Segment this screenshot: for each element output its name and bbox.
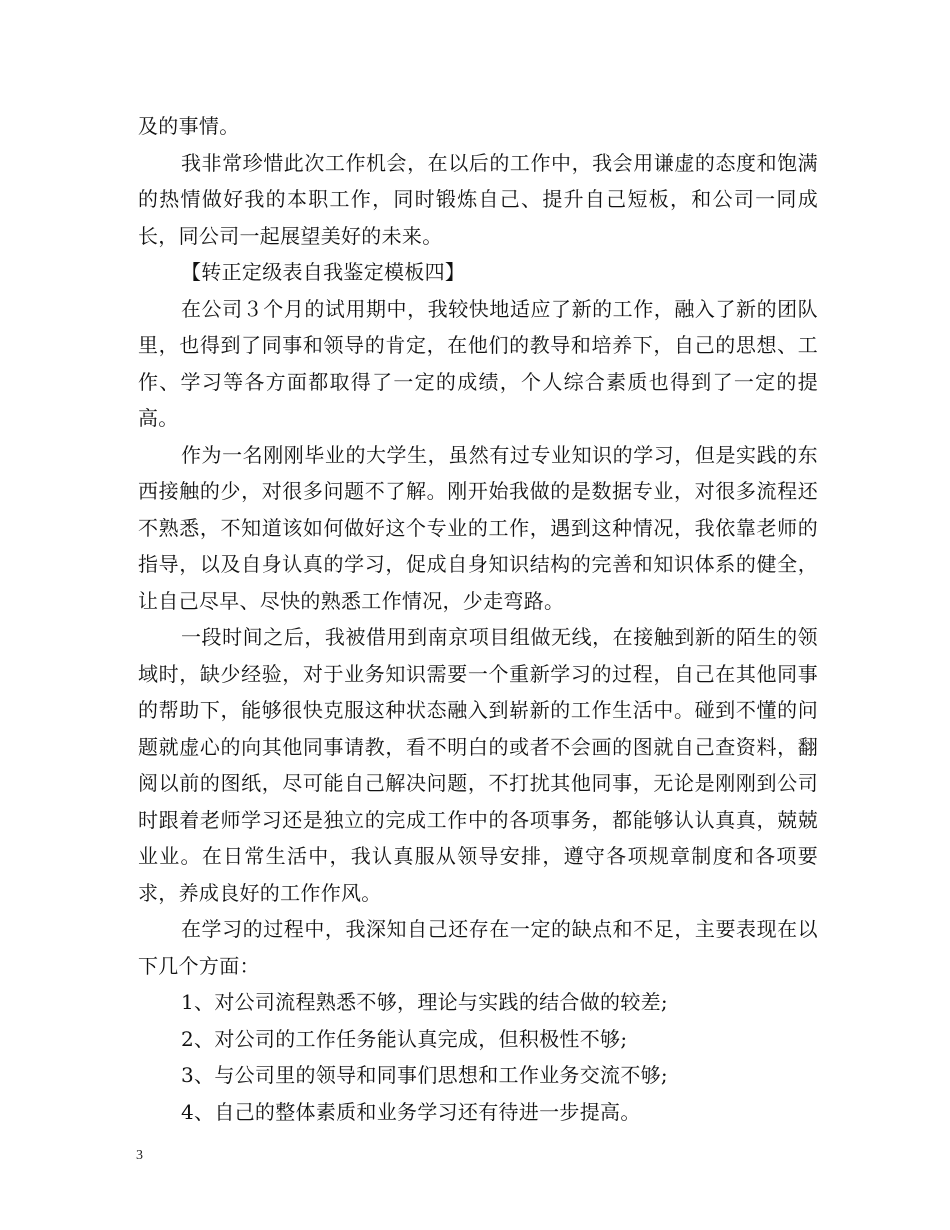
section-heading: 【转正定级表自我鉴定模板四】 xyxy=(181,260,466,284)
list-item: 3、与公司里的领导和同事们思想和工作业务交流不够; xyxy=(181,1063,668,1087)
page-number: 3 xyxy=(136,1148,143,1163)
paragraph: 在公司３个月的试用期中，我较快地适应了新的工作，融入了新的团队里，也得到了同事和领导的肯定，在他们的教导和培养下，自己的思想、工作、学习等各方面都取得了一定的成绩，个人综合素质也得到了一定的提高。 xyxy=(138,296,818,430)
paragraph: 在学习的过程中，我深知自己还存在一定的缺点和不足，主要表现在以下几个方面： xyxy=(138,917,818,978)
paragraph: 作为一名刚刚毕业的大学生，虽然有过专业知识的学习，但是实践的东西接触的少，对很多问题不了解。刚开始我做的是数据专业，对很多流程还不熟悉，不知道该如何做好这个专业的工作，遇到这种情况，我依靠老师的指导，以及自身认真的学习，促成自身知识结构的完善和知识体系的健全，让自己尽早、尽快的熟悉工作情况，少走弯路。 xyxy=(138,442,818,613)
paragraph: 及的事情。 xyxy=(138,114,240,138)
document-body xyxy=(138,108,818,1130)
list-item: 1、对公司流程熟悉不够，理论与实践的结合做的较差; xyxy=(181,990,668,1014)
paragraph: 一段时间之后，我被借用到南京项目组做无线，在接触到新的陌生的领域时，缺少经验，对于业务知识需要一个重新学习的过程，自己在其他同事的帮助下，能够很快克服这种状态融入到崭新的工作生活中。碰到不懂的问题就虚心的向其他同事请教，看不明白的或者不会画的图就自己查资料，翻阅以前的图纸，尽可能自己解决问题，不打扰其他同事，无论是刚刚到公司时跟着老师学习还是独立的完成工作中的各项事务，都能够认认真真，兢兢业业。在日常生活中，我认真服从领导安排，遵守各项规章制度和各项要求，养成良好的工作作风。 xyxy=(138,625,818,905)
paragraph: 我非常珍惜此次工作机会，在以后的工作中，我会用谦虚的态度和饱满的热情做好我的本职工作，同时锻炼自己、提升自己短板，和公司一同成长，同公司一起展望美好的未来。 xyxy=(138,150,818,248)
list-item: 4、自己的整体素质和业务学习还有待进一步提高。 xyxy=(181,1099,641,1124)
list-item: 2、对公司的工作任务能认真完成，但积极性不够; xyxy=(181,1026,628,1051)
